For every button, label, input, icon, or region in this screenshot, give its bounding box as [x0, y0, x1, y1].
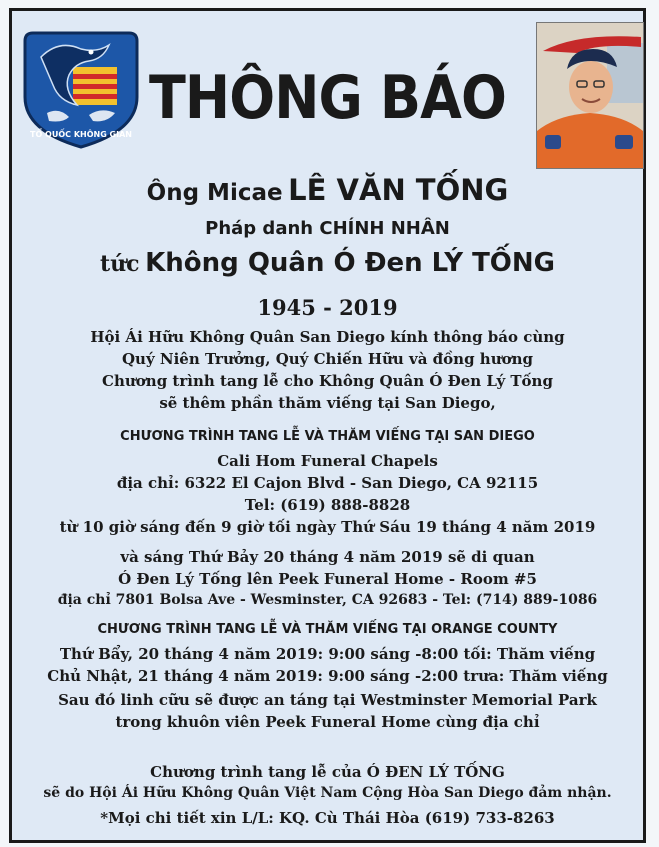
san-diego-line: từ 10 giờ sáng đến 9 giờ tối ngày Thứ Sáu 19 tháng 4 năm 2019: [59, 518, 596, 536]
closing-line: Chương trình tang lễ của Ó ĐEN LÝ TỐNG: [150, 763, 505, 781]
deceased-name-line: [12, 173, 643, 207]
name-prefix: Ông Micae: [146, 180, 283, 206]
pilot-portrait-icon: [537, 23, 643, 168]
intro-line: Quý Niên Trưởng, Quý Chiến Hữu và đồng hương: [121, 350, 534, 368]
transfer-line: Ó Đen Lý Tống lên Peek Funeral Home - Room #5: [118, 570, 537, 588]
aka-prefix: tức: [99, 251, 140, 277]
san-diego-heading: CHƯƠNG TRÌNH TANG LỄ VÀ THĂM VIẾNG TẠI SAN DIEGO: [120, 429, 535, 444]
aka-line: [12, 248, 643, 278]
portrait-photo: [536, 22, 644, 169]
orange-county-heading: CHƯƠNG TRÌNH TANG LỄ VÀ THĂM VIẾNG TẠI ORANGE COUNTY: [97, 622, 558, 637]
deceased-name: LÊ VĂN TỐNG: [288, 173, 509, 207]
life-years: 1945 - 2019: [257, 295, 398, 320]
dharma-prefix: Pháp danh: [205, 218, 314, 239]
intro-line: Chương trình tang lễ cho Không Quân Ó Đen Lý Tống: [102, 372, 553, 390]
san-diego-line: Cali Hom Funeral Chapels: [217, 452, 438, 470]
intro-line: Hội Ái Hữu Không Quân San Diego kính thông báo cùng: [90, 328, 565, 346]
closing-line: sẽ do Hội Ái Hữu Không Quân Việt Nam Cộng Hòa San Diego đảm nhận.: [43, 785, 612, 801]
notice-frame: [9, 8, 646, 843]
san-diego-line: Tel: (619) 888-8828: [244, 496, 411, 514]
orange-county-line: Chủ Nhật, 21 tháng 4 năm 2019: 9:00 sáng -2:00 trưa: Thăm viếng: [47, 667, 608, 685]
transfer-line: và sáng Thứ Bảy 20 tháng 4 năm 2019 sẽ di quan: [120, 548, 535, 566]
san-diego-line: địa chỉ: 6322 El Cajon Blvd - San Diego, CA 92115: [116, 474, 539, 492]
dharma-name: CHÍNH NHÂN: [319, 218, 450, 239]
logo-motto: TỔ QUỐC KHÔNG GIAN: [30, 130, 132, 139]
closing-contact: *Mọi chi tiết xin L/L: KQ. Cù Thái Hòa (619) 733-8263: [100, 809, 555, 827]
aka-name: Không Quân Ó Đen LÝ TỐNG: [145, 248, 556, 278]
dharma-name-line: [12, 218, 643, 239]
notice-title: THÔNG BÁO: [148, 63, 507, 133]
orange-county-line: trong khuôn viên Peek Funeral Home cùng địa chỉ: [115, 713, 540, 731]
orange-county-line: Thứ Bẩy, 20 tháng 4 năm 2019: 9:00 sáng -8:00 tối: Thăm viếng: [59, 645, 596, 663]
orange-county-line: Sau đó linh cữu sẽ được an táng tại Westminster Memorial Park: [58, 691, 597, 709]
intro-line: sẽ thêm phần thăm viếng tại San Diego,: [159, 394, 496, 412]
transfer-line: địa chỉ 7801 Bolsa Ave - Wesminster, CA 92683 - Tel: (714) 889-1086: [57, 592, 598, 608]
